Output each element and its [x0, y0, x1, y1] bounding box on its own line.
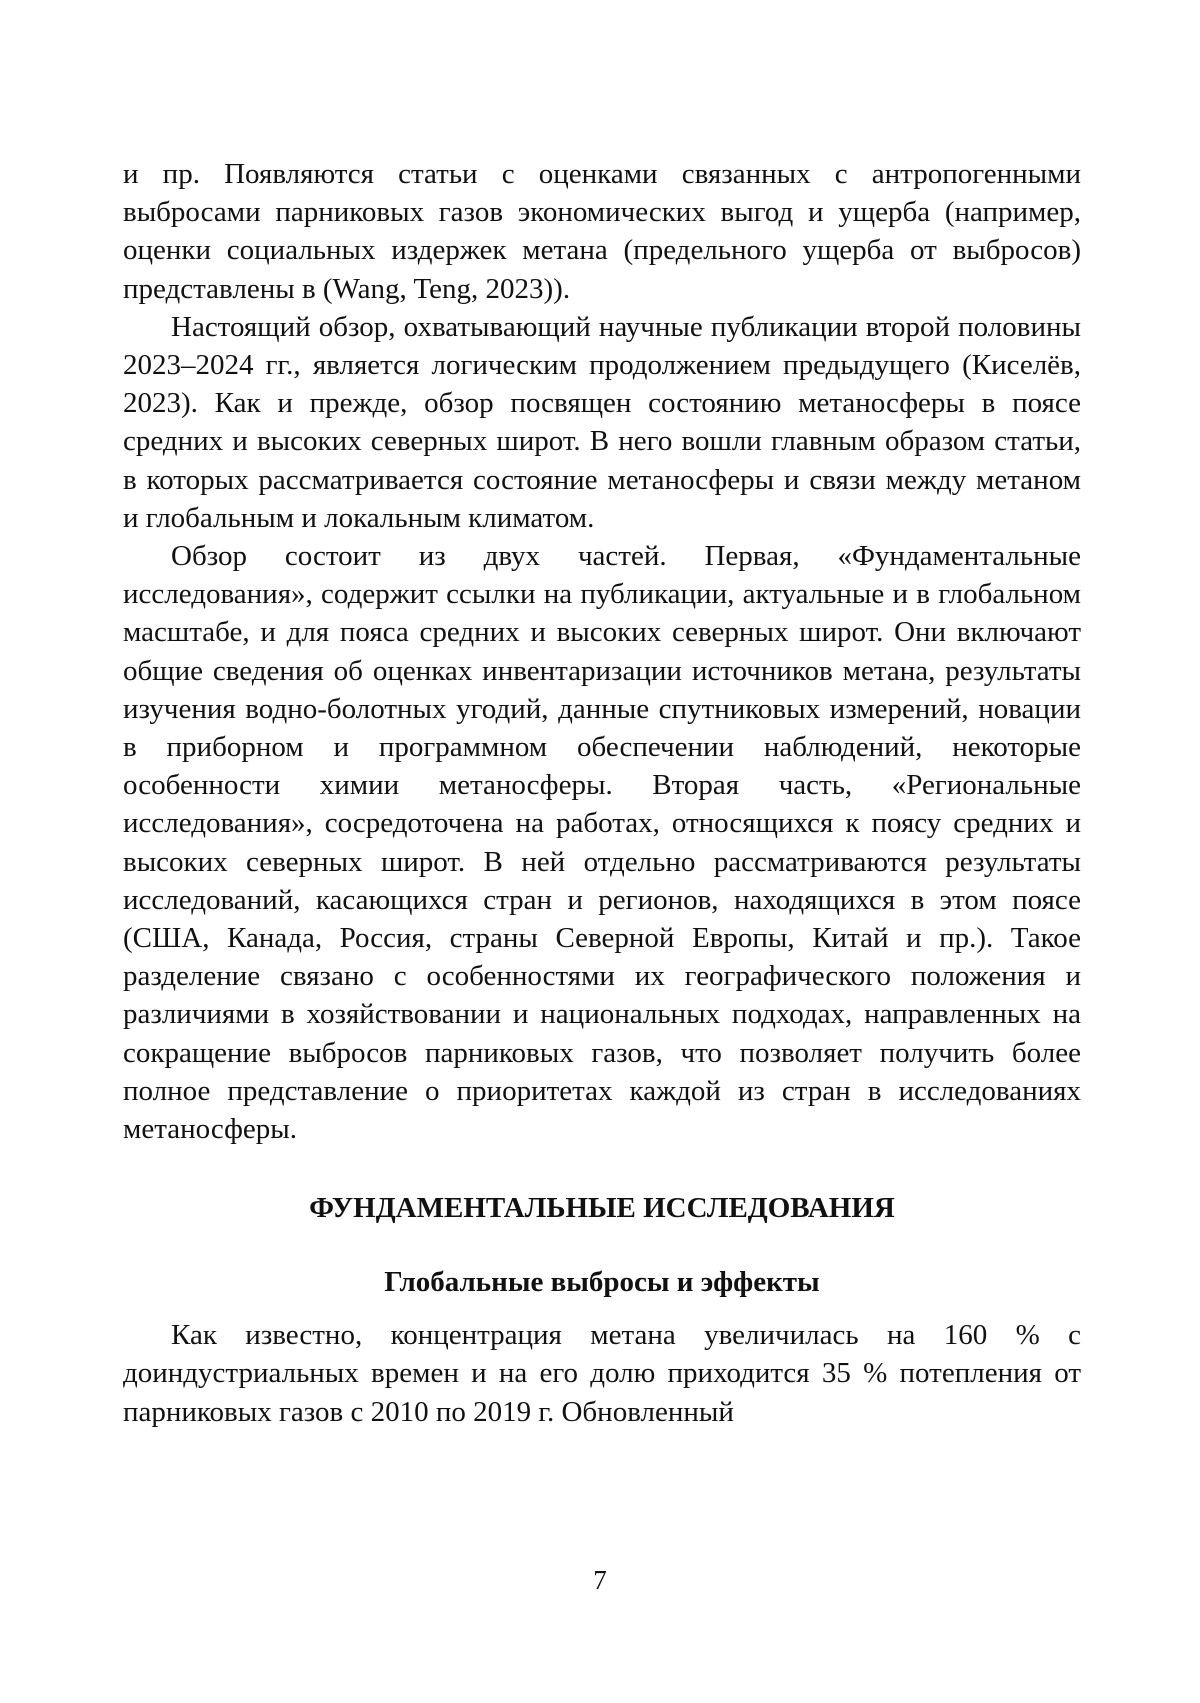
body-paragraph-global-emissions: Как известно, концентрация метана увеличилась на 160 % с доиндустриальных времен и на его долю приходится 35 % потепления от парниковых газов с 2010 по 2019 г. Обновленный	[123, 1316, 1081, 1431]
body-paragraph-review-scope: Настоящий обзор, охватывающий научные публикации второй половины 2023–2024 гг., является логическим продолжением предыдущего (Киселёв, 2023). Как и прежде, обзор посвящен состоянию метаносферы в поясе средних и высоких северных широт. В него вошли главным образом статьи, в которых рассматривается состояние метаносферы и связи между метаном и глобальным и локальным климатом.	[123, 308, 1081, 537]
section-heading: ФУНДАМЕНТАЛЬНЫЕ ИССЛЕДОВАНИЯ	[123, 1188, 1081, 1228]
page-number: 7	[0, 1565, 1200, 1595]
body-paragraph-review-structure: Обзор состоит из двух частей. Первая, «Фундаментальные исследования», содержит ссылки на публикации, актуальные и в глобальном масштабе, и для пояса средних и высоких северных широт. Они включают общие сведения об оценках инвентаризации источников метана, результаты изучения водно-болотных угодий, данные спутниковых измерений, новации в приборном и программном обеспечении наблюдений, некоторые особенности химии метаносферы. Вторая часть, «Региональные исследования», сосредоточена на работах, относящихся к поясу средних и высоких северных широт. В ней отдельно рассматриваются результаты исследований, касающихся стран и регионов, находящихся в этом поясе (США, Канада, Россия, страны Северной Европы, Китай и пр.). Такое разделение связано с особенностями их географического положения и различиями в хозяйствовании и национальных подходах, направленных на сокращение выбросов парниковых газов, что позволяет получить более полное представление о приоритетах каждой из стран в исследованиях метаносферы.	[123, 537, 1081, 1148]
page-body	[123, 155, 1081, 1431]
subsection-heading: Глобальные выбросы и эффекты	[123, 1262, 1081, 1302]
body-paragraph-continuation: и пр. Появляются статьи с оценками связанных с антропогенными выбросами парниковых газов экономических выгод и ущерба (например, оценки социальных издержек метана (предельного ущерба от выбросов) представлены в (Wang, Teng, 2023)).	[123, 155, 1081, 308]
